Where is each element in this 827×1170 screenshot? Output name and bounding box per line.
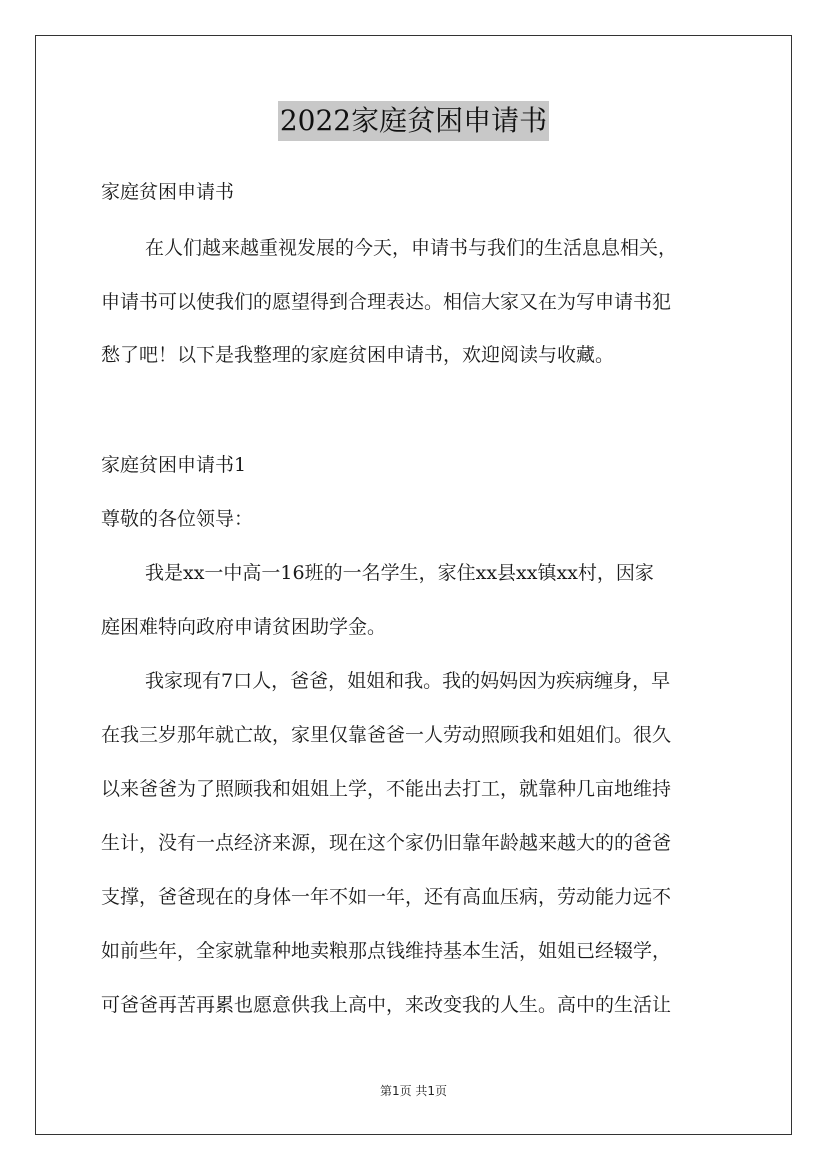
paragraph2-line-5: 支撑，爸爸现在的身体一年不如一年，还有高血压病，劳动能力远不 — [101, 886, 672, 908]
section-heading: 家庭贫困申请书1 — [101, 454, 247, 476]
salutation: 尊敬的各位领导： — [101, 508, 254, 530]
document-title[interactable]: 2022家庭贫困申请书 — [278, 101, 549, 141]
page-number-footer: 第1页 共1页 — [379, 1084, 448, 1098]
paragraph2-line-7: 可爸爸再苦再累也愿意供我上高中，来改变我的人生。高中的生活让 — [101, 994, 672, 1016]
paragraph2-line-3: 以来爸爸为了照顾我和姐姐上学，不能出去打工，就靠种几亩地维持 — [101, 778, 672, 800]
document-subtitle: 家庭贫困申请书 — [101, 181, 235, 203]
intro-line-1: 在人们越来越重视发展的今天，申请书与我们的生活息息相关， — [145, 237, 678, 259]
paragraph2-line-4: 生计，没有一点经济来源，现在这个家仍旧靠年龄越来越大的的爸爸 — [101, 832, 672, 854]
paragraph2-line-2: 在我三岁那年就亡故，家里仅靠爸爸一人劳动照顾我和姐姐们。很久 — [101, 724, 672, 746]
paragraph2-line-6: 如前些年，全家就靠种地卖粮那点钱维持基本生活，姐姐已经辍学， — [101, 940, 672, 962]
paragraph1-line-1: 我是xx一中高一16班的一名学生，家住xx县xx镇xx村，因家 — [145, 562, 654, 584]
paragraph1-line-2: 庭困难特向政府申请贫困助学金。 — [101, 616, 387, 638]
paragraph2-line-1: 我家现有7口人，爸爸，姐姐和我。我的妈妈因为疾病缠身，早 — [145, 670, 671, 692]
title-container — [0, 101, 827, 141]
intro-line-2: 申请书可以使我们的愿望得到合理表达。相信大家又在为写申请书犯 — [101, 291, 672, 313]
intro-line-3: 愁了吧！以下是我整理的家庭贫困申请书，欢迎阅读与收藏。 — [101, 344, 615, 366]
